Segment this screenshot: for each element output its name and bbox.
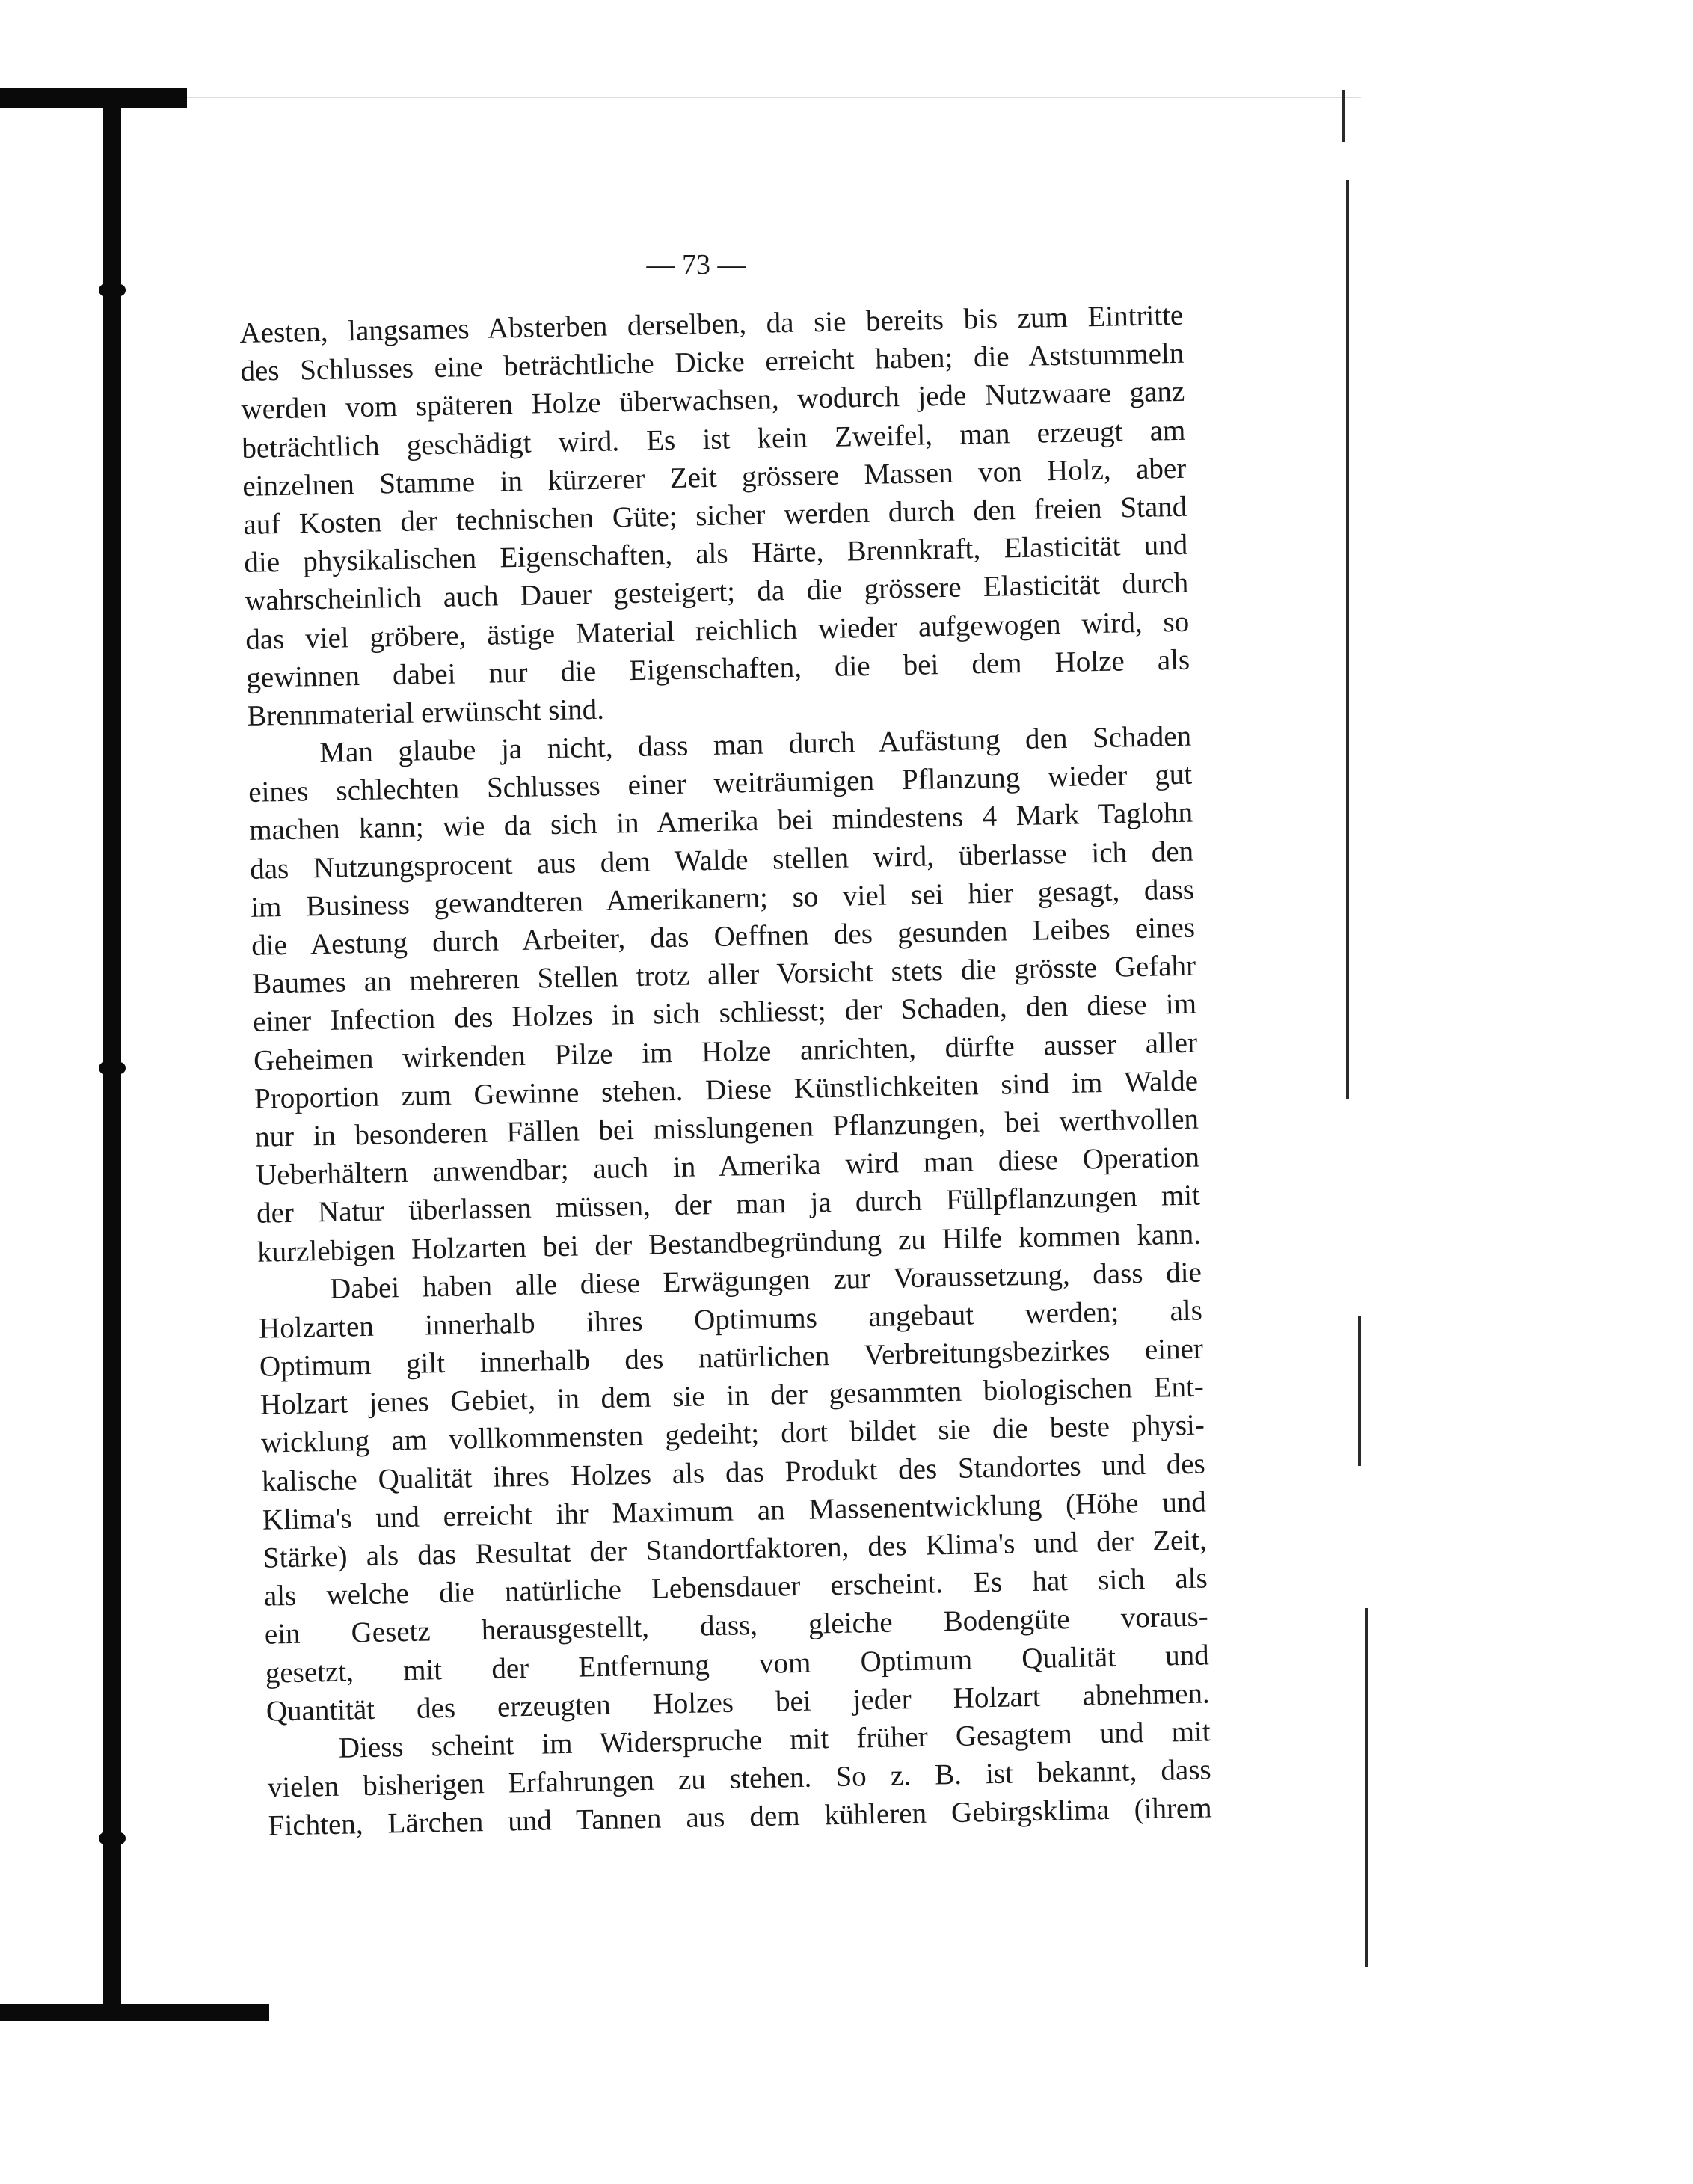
text-line: das viel gröbere, ästige Material reichlich wieder aufgewogen wird, so	[245, 605, 1190, 656]
text-line: Ueberhältern anwendbar; auch in Amerika wird man diese Operation	[255, 1141, 1200, 1191]
binding-bracket-bottom	[0, 2004, 269, 2021]
text-line: auf Kosten der technischen Güte; sicher werden durch den freien Stand	[242, 490, 1187, 541]
text-line: werden vom späteren Holze überwachsen, wodurch jede Nutzwaare ganz	[241, 375, 1185, 426]
text-line: eines schlechten Schlusses einer weiträumigen Pflanzung wieder gut	[248, 758, 1193, 809]
text-line: Man glaube ja nicht, dass man durch Aufästung den Schaden	[319, 720, 1192, 770]
text-line: Proportion zum Gewinne stehen. Diese Künstlichkeiten sind im Walde	[254, 1064, 1199, 1115]
text-line: einzelnen Stamme in kürzerer Zeit grössere Massen von Holz, aber	[242, 452, 1187, 503]
binding-bracket-top	[0, 88, 187, 108]
text-line: Holzart jenes Gebiet, in dem sie in der gesammten biologischen Ent-	[259, 1370, 1205, 1421]
text-line: Holzarten innerhalb ihres Optimums angebaut werden; als	[258, 1294, 1203, 1345]
text-line: gewinnen dabei nur die Eigenschaften, die bei dem Holze als	[245, 643, 1190, 694]
binding-knot	[99, 284, 126, 296]
text-line: kurzlebigen Holzarten bei der Bestandbegründung zu Hilfe kommen kann.	[256, 1218, 1202, 1269]
text-line: des Schlusses eine beträchtliche Dicke erreicht haben; die Aststummeln	[240, 337, 1185, 388]
right-page-edge	[1365, 1608, 1368, 1967]
body-text	[239, 296, 1212, 1845]
text-line: wahrscheinlich auch Dauer gesteigert; da die grössere Elasticität durch	[244, 567, 1189, 618]
text-line: Klima's und erreicht ihr Maximum an Massenentwicklung (Höhe und	[262, 1485, 1207, 1536]
text-line: gesetzt, mit der Entfernung vom Optimum Qualität und	[265, 1639, 1210, 1690]
text-line: als welche die natürliche Lebensdauer erscheint. Es hat sich als	[263, 1562, 1208, 1613]
text-line: Geheimen wirkenden Pilze im Holze anrichten, dürfte ausser aller	[253, 1026, 1198, 1077]
text-line: Diess scheint im Widerspruche mit früher Gesagtem und mit	[338, 1715, 1211, 1764]
text-line: das Nutzungsprocent aus dem Walde stellen wird, überlasse ich den	[249, 835, 1194, 886]
text-line: kalische Qualität ihres Holzes als das Produkt des Standortes und des	[261, 1447, 1206, 1498]
text-line: einer Infection des Holzes in sich schliesst; der Schaden, den diese im	[252, 987, 1197, 1039]
text-line: Fichten, Lärchen und Tannen aus dem kühleren Gebirgsklima (ihrem	[268, 1791, 1212, 1842]
text-line: machen kann; wie da sich in Amerika bei mindestens 4 Mark Taglohn	[248, 797, 1193, 847]
text-line: Quantität des erzeugten Holzes bei jeder Holzart abnehmen.	[265, 1677, 1211, 1728]
page-top-edge	[165, 97, 1361, 98]
binding-knot	[99, 1832, 126, 1844]
text-line: Dabei haben alle diese Erwägungen zur Voraussetzung, dass die	[329, 1256, 1202, 1305]
text-line: Stärke) als das Resultat der Standortfaktoren, des Klima's und der Zeit,	[262, 1524, 1208, 1574]
text-line: beträchtlich geschädigt wird. Es ist kein Zweifel, man erzeugt am	[242, 414, 1186, 464]
text-line: der Natur überlassen müssen, der man ja durch Füllpflanzungen mit	[256, 1179, 1201, 1230]
text-line: Brennmaterial erwünscht sind.	[246, 693, 605, 732]
text-line: vielen bisherigen Erfahrungen zu stehen. So z. B. ist bekannt, dass	[267, 1753, 1212, 1804]
page-number: — 73 —	[646, 249, 746, 280]
right-page-edge	[1358, 1316, 1361, 1466]
text-line: die physikalischen Eigenschaften, als Härte, Brennkraft, Elasticität und	[243, 528, 1188, 580]
binding-bracket-stem	[103, 97, 121, 2012]
binding-knot	[99, 1062, 126, 1074]
text-line: Aesten, langsames Absterben derselben, da sie bereits bis zum Eintritte	[239, 298, 1184, 349]
text-line: nur in besonderen Fällen bei misslungenen Pflanzungen, bei werthvollen	[254, 1102, 1199, 1153]
right-page-edge	[1342, 90, 1345, 142]
right-page-edge	[1346, 180, 1349, 1099]
text-line: Optimum gilt innerhalb des natürlichen Verbreitungsbezirkes einer	[259, 1332, 1204, 1383]
text-line: im Business gewandteren Amerikanern; so viel sei hier gesagt, dass	[250, 873, 1195, 924]
text-line: Baumes an mehreren Stellen trotz aller Vorsicht stets die grösste Gefahr	[251, 949, 1196, 1001]
text-line: die Aestung durch Arbeiter, das Oeffnen des gesunden Leibes eines	[251, 911, 1196, 962]
text-line: wicklung am vollkommensten gedeiht; dort bildet sie die beste physi-	[260, 1408, 1205, 1460]
text-line: ein Gesetz herausgestellt, dass, gleiche Bodengüte voraus-	[264, 1600, 1209, 1651]
